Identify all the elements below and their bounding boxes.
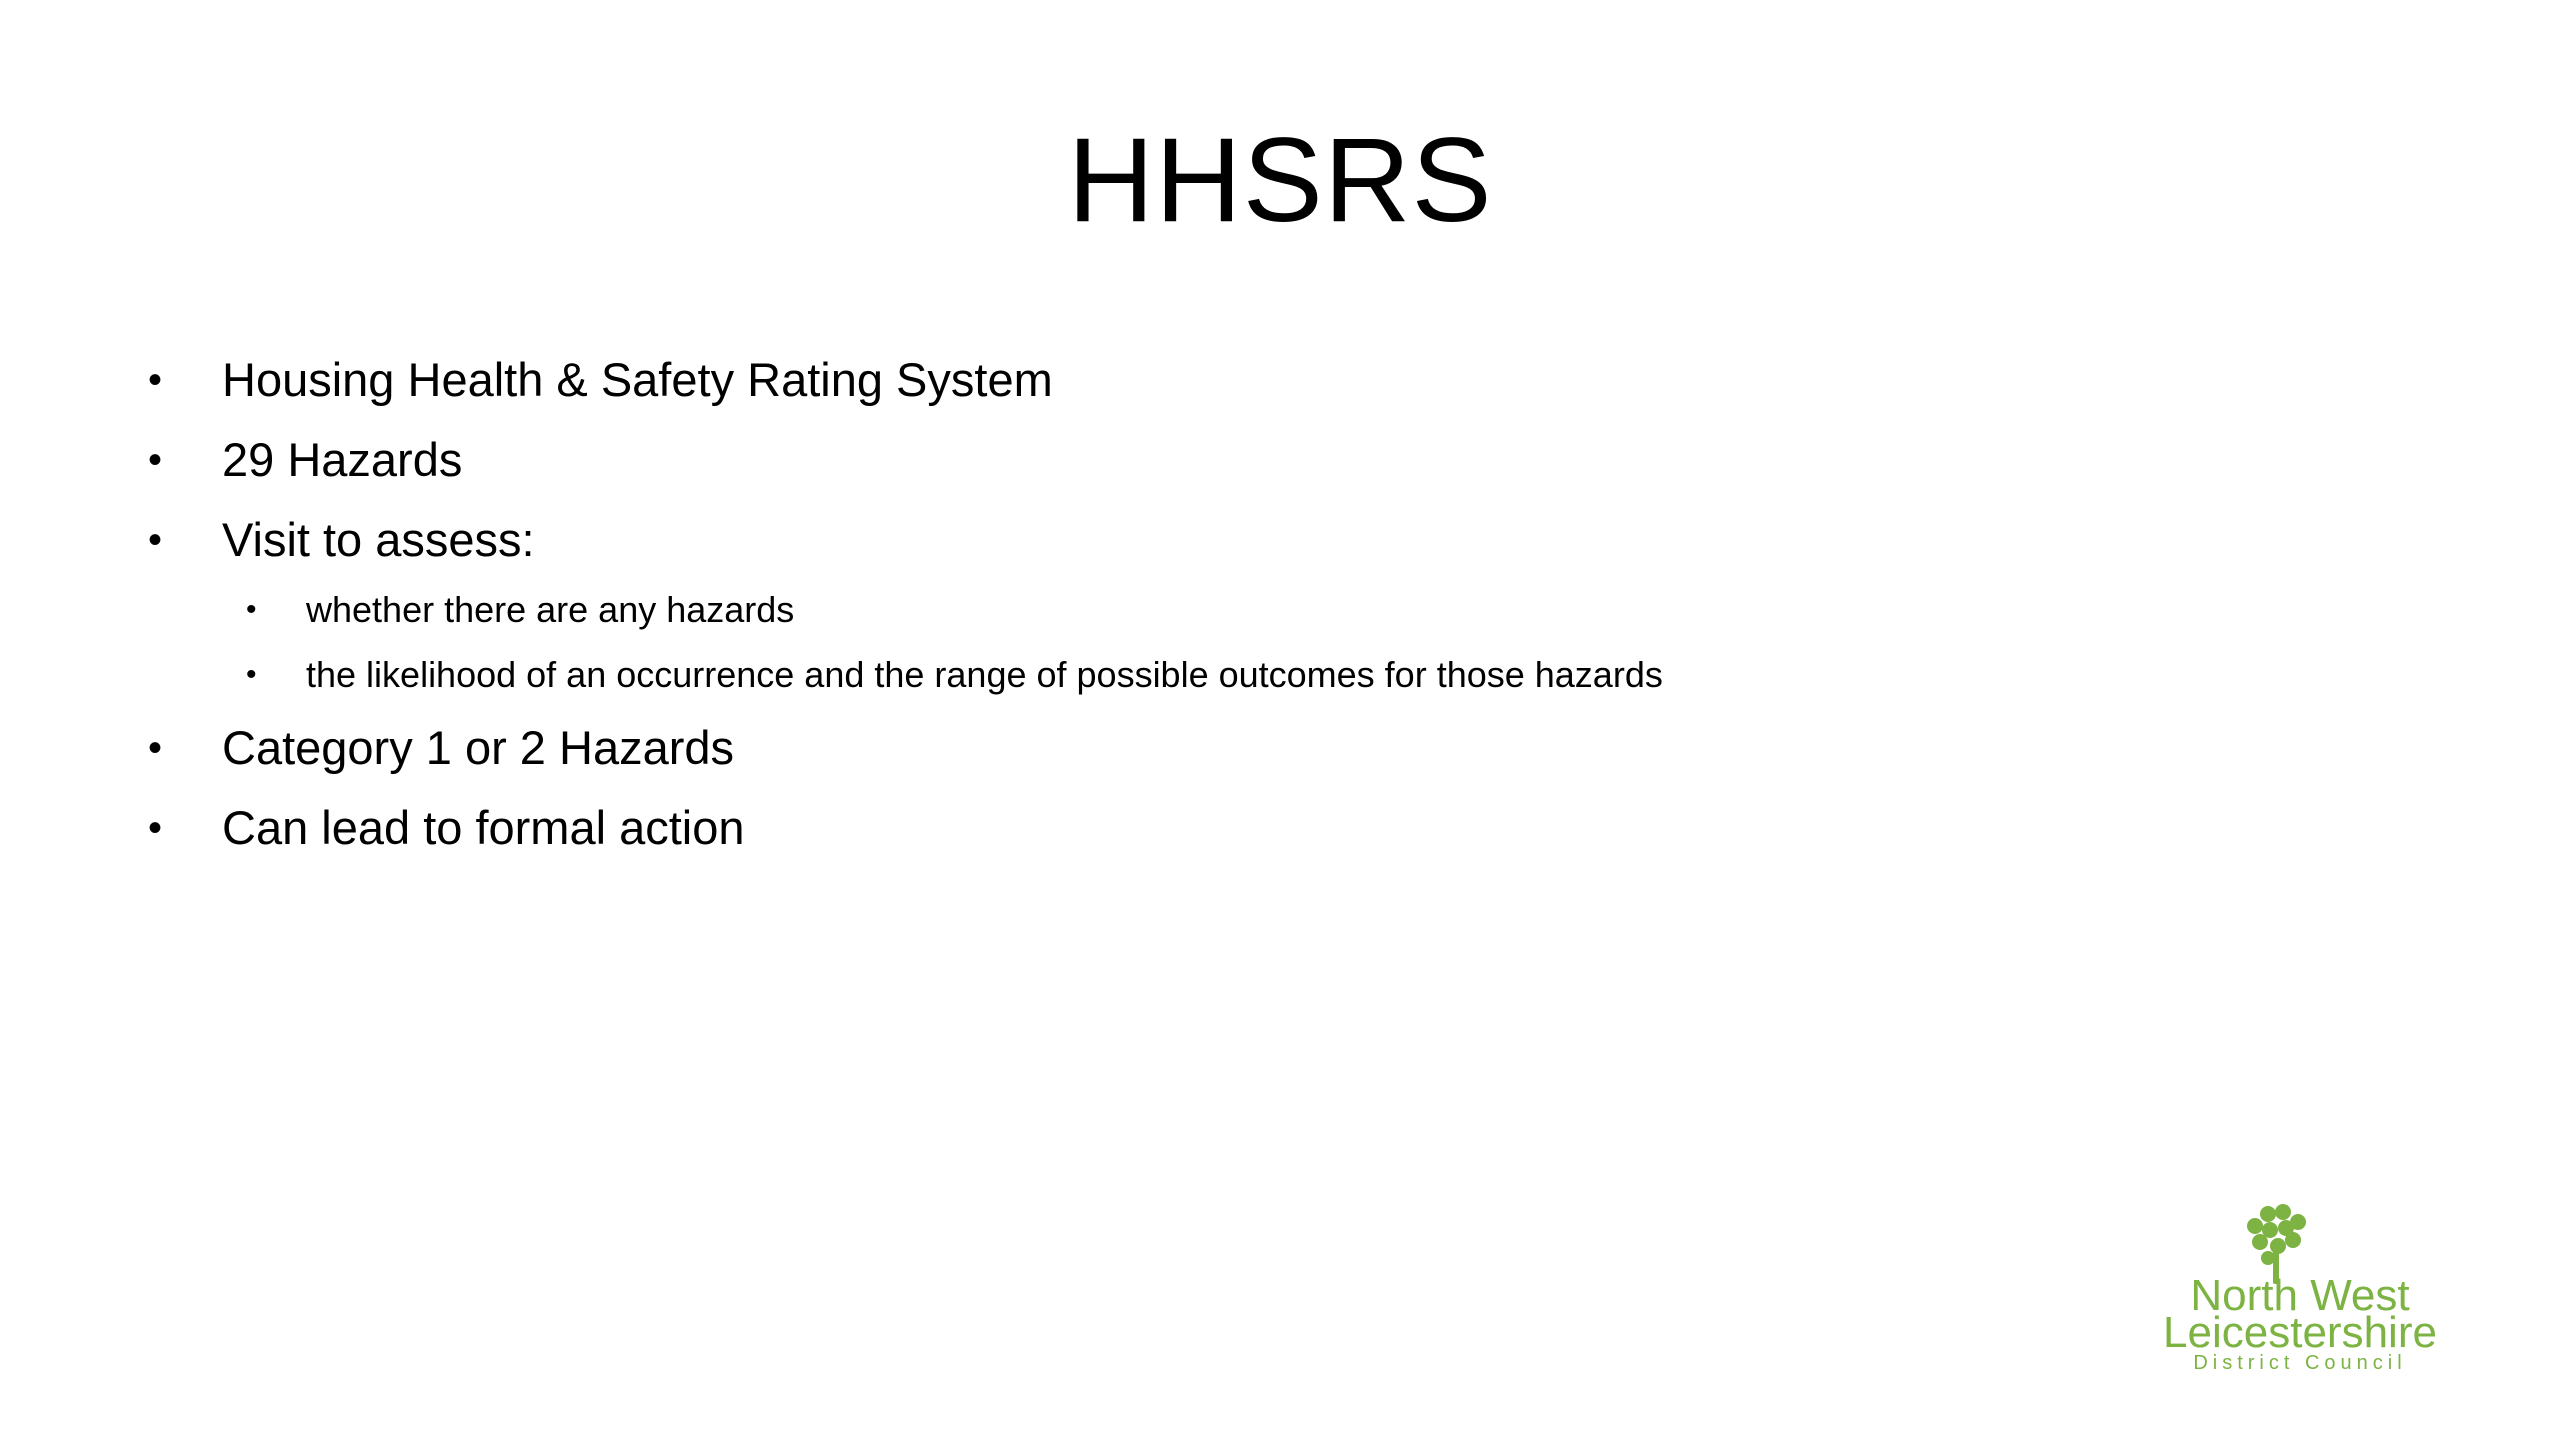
- bullet-dot: •: [246, 593, 257, 626]
- bullet-dot: •: [148, 726, 163, 770]
- bullet-dot: •: [148, 518, 163, 562]
- bullet-item: [148, 800, 745, 856]
- logo-line3: District Council: [2193, 1352, 2407, 1374]
- bullet-item: [148, 512, 535, 568]
- bullet-text: the likelihood of an occurrence and the range of possible outcomes for those hazards: [306, 654, 1663, 695]
- bullet-text: Visit to assess:: [222, 513, 535, 566]
- logo-line1: North West: [2190, 1271, 2410, 1320]
- bullet-dot: •: [148, 806, 163, 850]
- bullet-dot: •: [246, 658, 257, 691]
- sub-bullet-item: [246, 588, 795, 632]
- bullet-item: [148, 432, 463, 488]
- bullet-text: Can lead to formal action: [222, 801, 745, 854]
- bullet-text: Category 1 or 2 Hazards: [222, 721, 735, 774]
- logo-line2: Leicestershire: [2163, 1308, 2437, 1357]
- bullet-text: Housing Health & Safety Rating System: [222, 353, 1053, 406]
- bullet-text: 29 Hazards: [222, 433, 463, 486]
- council-logo: [2140, 1200, 2460, 1380]
- bullet-item: [148, 720, 735, 776]
- bullet-dot: •: [148, 358, 163, 402]
- bullet-dot: •: [148, 438, 163, 482]
- sub-bullet-item: [246, 653, 1663, 697]
- bullet-item: [148, 352, 1053, 408]
- slide-title: HHSRS: [1067, 113, 1493, 247]
- bullet-text: whether there are any hazards: [306, 589, 795, 630]
